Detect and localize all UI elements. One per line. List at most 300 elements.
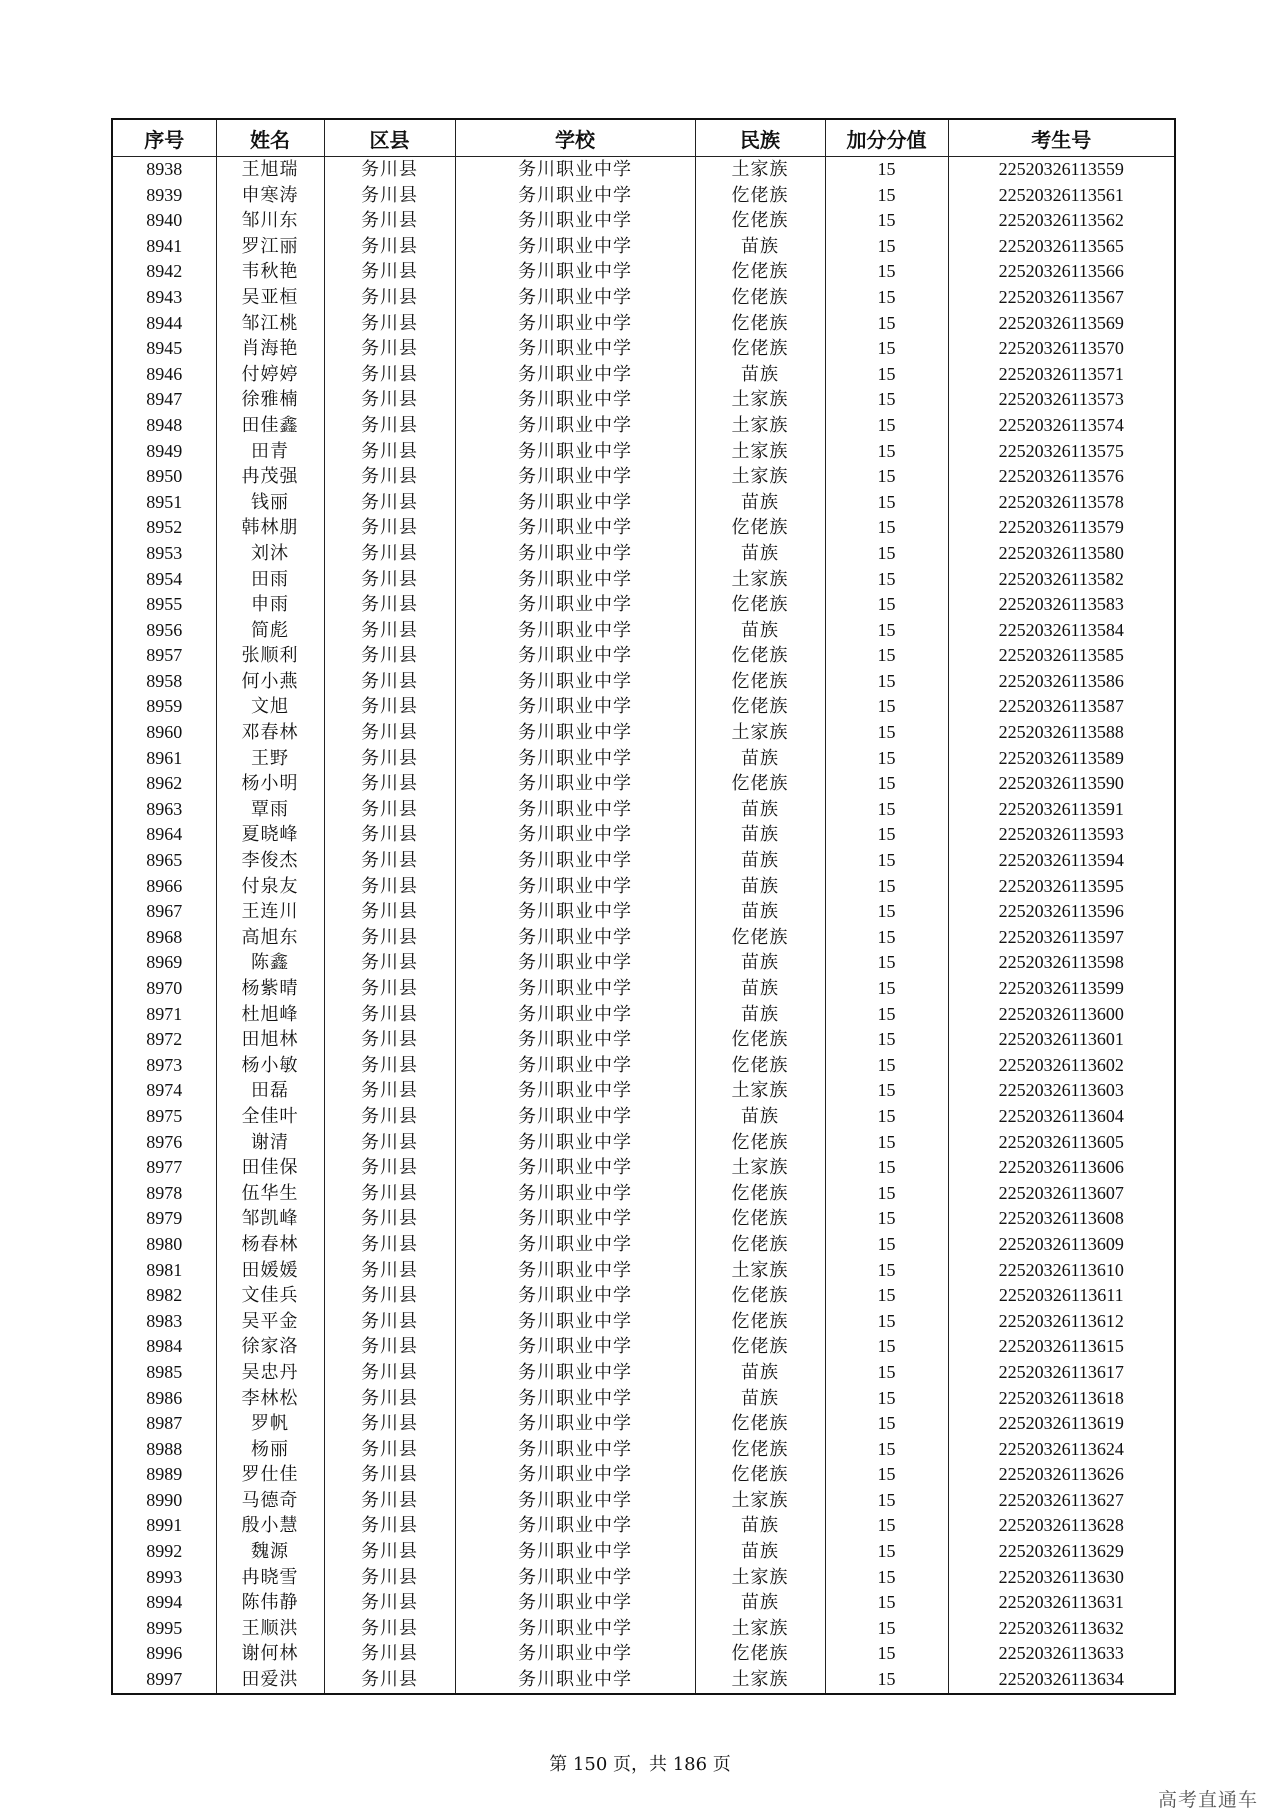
bonus-cell: 15 [825, 1309, 948, 1335]
school-cell: 务川职业中学 [455, 1078, 695, 1104]
school-cell: 务川职业中学 [455, 1590, 695, 1616]
seq-cell: 8947 [112, 387, 216, 413]
name-cell: 王连川 [216, 899, 324, 925]
table-row [112, 797, 1175, 823]
exam-id-cell: 22520326113562 [948, 208, 1175, 234]
exam-id-cell: 22520326113600 [948, 1002, 1175, 1028]
county-cell: 务川县 [324, 822, 455, 848]
header-cell-bonus: 加分分值 [825, 119, 948, 157]
county-cell: 务川县 [324, 1616, 455, 1642]
name-cell: 田磊 [216, 1078, 324, 1104]
seq-cell: 8965 [112, 848, 216, 874]
exam-id-cell: 22520326113579 [948, 515, 1175, 541]
ethnicity-cell: 土家族 [695, 1155, 825, 1181]
school-cell: 务川职业中学 [455, 1155, 695, 1181]
table-row [112, 234, 1175, 260]
table-row [112, 1104, 1175, 1130]
exam-id-cell: 22520326113582 [948, 567, 1175, 593]
ethnicity-cell: 仡佬族 [695, 925, 825, 951]
seq-cell: 8939 [112, 183, 216, 209]
bonus-cell: 15 [825, 490, 948, 516]
name-cell: 申雨 [216, 592, 324, 618]
name-cell: 田青 [216, 439, 324, 465]
table-row [112, 976, 1175, 1002]
exam-id-cell: 22520326113604 [948, 1104, 1175, 1130]
county-cell: 务川县 [324, 592, 455, 618]
ethnicity-cell: 土家族 [695, 1667, 825, 1694]
seq-cell: 8949 [112, 439, 216, 465]
county-cell: 务川县 [324, 234, 455, 260]
exam-id-cell: 22520326113580 [948, 541, 1175, 567]
school-cell: 务川职业中学 [455, 208, 695, 234]
ethnicity-cell: 仡佬族 [695, 592, 825, 618]
ethnicity-cell: 仡佬族 [695, 285, 825, 311]
seq-cell: 8948 [112, 413, 216, 439]
seq-cell: 8994 [112, 1590, 216, 1616]
ethnicity-cell: 仡佬族 [695, 1334, 825, 1360]
school-cell: 务川职业中学 [455, 1667, 695, 1694]
ethnicity-cell: 土家族 [695, 413, 825, 439]
bonus-cell: 15 [825, 413, 948, 439]
header-cell-ethnicity: 民族 [695, 119, 825, 157]
bonus-cell: 15 [825, 1334, 948, 1360]
county-cell: 务川县 [324, 1360, 455, 1386]
county-cell: 务川县 [324, 746, 455, 772]
table-row [112, 925, 1175, 951]
county-cell: 务川县 [324, 1206, 455, 1232]
name-cell: 谢清 [216, 1130, 324, 1156]
bonus-cell: 15 [825, 797, 948, 823]
county-cell: 务川县 [324, 259, 455, 285]
name-cell: 邹江桃 [216, 311, 324, 337]
table-row [112, 439, 1175, 465]
name-cell: 韦秋艳 [216, 259, 324, 285]
table-row [112, 1232, 1175, 1258]
seq-cell: 8955 [112, 592, 216, 618]
name-cell: 付泉友 [216, 874, 324, 900]
seq-cell: 8971 [112, 1002, 216, 1028]
table-row [112, 1386, 1175, 1412]
exam-id-cell: 22520326113609 [948, 1232, 1175, 1258]
bonus-cell: 15 [825, 183, 948, 209]
table-row [112, 311, 1175, 337]
school-cell: 务川职业中学 [455, 413, 695, 439]
county-cell: 务川县 [324, 1667, 455, 1694]
exam-id-cell: 22520326113610 [948, 1258, 1175, 1284]
county-cell: 务川县 [324, 1462, 455, 1488]
table-row [112, 1590, 1175, 1616]
name-cell: 冉晓雪 [216, 1565, 324, 1591]
ethnicity-cell: 土家族 [695, 1078, 825, 1104]
exam-id-cell: 22520326113578 [948, 490, 1175, 516]
name-cell: 吴忠丹 [216, 1360, 324, 1386]
ethnicity-cell: 土家族 [695, 1616, 825, 1642]
seq-cell: 8991 [112, 1513, 216, 1539]
bonus-cell: 15 [825, 976, 948, 1002]
table-row [112, 720, 1175, 746]
school-cell: 务川职业中学 [455, 439, 695, 465]
school-cell: 务川职业中学 [455, 1386, 695, 1412]
ethnicity-cell: 仡佬族 [695, 1437, 825, 1463]
school-cell: 务川职业中学 [455, 1053, 695, 1079]
table-row [112, 1053, 1175, 1079]
county-cell: 务川县 [324, 925, 455, 951]
school-cell: 务川职业中学 [455, 618, 695, 644]
school-cell: 务川职业中学 [455, 464, 695, 490]
school-cell: 务川职业中学 [455, 874, 695, 900]
table-row [112, 1002, 1175, 1028]
ethnicity-cell: 苗族 [695, 618, 825, 644]
ethnicity-cell: 仡佬族 [695, 1641, 825, 1667]
ethnicity-cell: 苗族 [695, 490, 825, 516]
header-cell-name: 姓名 [216, 119, 324, 157]
bonus-cell: 15 [825, 1513, 948, 1539]
table-row [112, 1513, 1175, 1539]
table-row [112, 157, 1175, 183]
seq-cell: 8975 [112, 1104, 216, 1130]
seq-cell: 8992 [112, 1539, 216, 1565]
county-cell: 务川县 [324, 157, 455, 183]
exam-id-cell: 22520326113589 [948, 746, 1175, 772]
ethnicity-cell: 苗族 [695, 874, 825, 900]
ethnicity-cell: 仡佬族 [695, 1053, 825, 1079]
name-cell: 申寒涛 [216, 183, 324, 209]
exam-id-cell: 22520326113567 [948, 285, 1175, 311]
bonus-cell: 15 [825, 208, 948, 234]
seq-cell: 8960 [112, 720, 216, 746]
header-cell-exam-id: 考生号 [948, 119, 1175, 157]
seq-cell: 8995 [112, 1616, 216, 1642]
name-cell: 何小燕 [216, 669, 324, 695]
ethnicity-cell: 苗族 [695, 746, 825, 772]
seq-cell: 8993 [112, 1565, 216, 1591]
table-row [112, 643, 1175, 669]
name-cell: 冉茂强 [216, 464, 324, 490]
ethnicity-cell: 土家族 [695, 1565, 825, 1591]
name-cell: 罗江丽 [216, 234, 324, 260]
name-cell: 徐家洛 [216, 1334, 324, 1360]
bonus-cell: 15 [825, 234, 948, 260]
seq-cell: 8972 [112, 1027, 216, 1053]
table-row [112, 515, 1175, 541]
school-cell: 务川职业中学 [455, 1616, 695, 1642]
bonus-cell: 15 [825, 1181, 948, 1207]
county-cell: 务川县 [324, 797, 455, 823]
bonus-cell: 15 [825, 746, 948, 772]
school-cell: 务川职业中学 [455, 746, 695, 772]
bonus-cell: 15 [825, 362, 948, 388]
ethnicity-cell: 仡佬族 [695, 259, 825, 285]
school-cell: 务川职业中学 [455, 1539, 695, 1565]
seq-cell: 8945 [112, 336, 216, 362]
name-cell: 田爱洪 [216, 1667, 324, 1694]
exam-id-cell: 22520326113632 [948, 1616, 1175, 1642]
seq-cell: 8983 [112, 1309, 216, 1335]
school-cell: 务川职业中学 [455, 669, 695, 695]
exam-id-cell: 22520326113583 [948, 592, 1175, 618]
school-cell: 务川职业中学 [455, 1437, 695, 1463]
school-cell: 务川职业中学 [455, 336, 695, 362]
table-row [112, 592, 1175, 618]
school-cell: 务川职业中学 [455, 797, 695, 823]
exam-id-cell: 22520326113575 [948, 439, 1175, 465]
name-cell: 文旭 [216, 694, 324, 720]
name-cell: 邹川东 [216, 208, 324, 234]
exam-id-cell: 22520326113630 [948, 1565, 1175, 1591]
exam-id-cell: 22520326113606 [948, 1155, 1175, 1181]
bonus-cell: 15 [825, 694, 948, 720]
exam-id-cell: 22520326113574 [948, 413, 1175, 439]
county-cell: 务川县 [324, 413, 455, 439]
ethnicity-cell: 仡佬族 [695, 1232, 825, 1258]
school-cell: 务川职业中学 [455, 1565, 695, 1591]
name-cell: 杨春林 [216, 1232, 324, 1258]
ethnicity-cell: 仡佬族 [695, 1309, 825, 1335]
county-cell: 务川县 [324, 848, 455, 874]
bonus-cell: 15 [825, 1667, 948, 1694]
exam-id-cell: 22520326113618 [948, 1386, 1175, 1412]
bonus-cell: 15 [825, 1360, 948, 1386]
county-cell: 务川县 [324, 1232, 455, 1258]
county-cell: 务川县 [324, 1437, 455, 1463]
seq-cell: 8967 [112, 899, 216, 925]
county-cell: 务川县 [324, 1130, 455, 1156]
roster-sheet [111, 118, 1174, 1695]
seq-cell: 8946 [112, 362, 216, 388]
name-cell: 杨紫晴 [216, 976, 324, 1002]
school-cell: 务川职业中学 [455, 1488, 695, 1514]
exam-id-cell: 22520326113569 [948, 311, 1175, 337]
ethnicity-cell: 苗族 [695, 1513, 825, 1539]
seq-cell: 8950 [112, 464, 216, 490]
table-row [112, 618, 1175, 644]
roster-body [112, 157, 1175, 1694]
table-row [112, 669, 1175, 695]
school-cell: 务川职业中学 [455, 1309, 695, 1335]
county-cell: 务川县 [324, 1565, 455, 1591]
seq-cell: 8982 [112, 1283, 216, 1309]
bonus-cell: 15 [825, 285, 948, 311]
exam-id-cell: 22520326113627 [948, 1488, 1175, 1514]
bonus-cell: 15 [825, 1411, 948, 1437]
exam-id-cell: 22520326113608 [948, 1206, 1175, 1232]
ethnicity-cell: 仡佬族 [695, 771, 825, 797]
bonus-cell: 15 [825, 1641, 948, 1667]
name-cell: 徐雅楠 [216, 387, 324, 413]
table-row [112, 1078, 1175, 1104]
seq-cell: 8940 [112, 208, 216, 234]
roster-table [111, 118, 1176, 1695]
school-cell: 务川职业中学 [455, 771, 695, 797]
school-cell: 务川职业中学 [455, 1027, 695, 1053]
ethnicity-cell: 仡佬族 [695, 1462, 825, 1488]
county-cell: 务川县 [324, 899, 455, 925]
county-cell: 务川县 [324, 1309, 455, 1335]
table-row [112, 387, 1175, 413]
table-row [112, 874, 1175, 900]
header-row [112, 119, 1175, 157]
bonus-cell: 15 [825, 618, 948, 644]
ethnicity-cell: 苗族 [695, 541, 825, 567]
name-cell: 简彪 [216, 618, 324, 644]
ethnicity-cell: 仡佬族 [695, 1181, 825, 1207]
school-cell: 务川职业中学 [455, 490, 695, 516]
table-row [112, 490, 1175, 516]
seq-cell: 8938 [112, 157, 216, 183]
exam-id-cell: 22520326113612 [948, 1309, 1175, 1335]
table-row [112, 1334, 1175, 1360]
exam-id-cell: 22520326113570 [948, 336, 1175, 362]
school-cell: 务川职业中学 [455, 1181, 695, 1207]
seq-cell: 8977 [112, 1155, 216, 1181]
table-row [112, 567, 1175, 593]
ethnicity-cell: 苗族 [695, 1104, 825, 1130]
school-cell: 务川职业中学 [455, 1283, 695, 1309]
name-cell: 文佳兵 [216, 1283, 324, 1309]
bonus-cell: 15 [825, 567, 948, 593]
county-cell: 务川县 [324, 1539, 455, 1565]
bonus-cell: 15 [825, 1078, 948, 1104]
seq-cell: 8990 [112, 1488, 216, 1514]
table-row [112, 1130, 1175, 1156]
seq-cell: 8989 [112, 1462, 216, 1488]
bonus-cell: 15 [825, 592, 948, 618]
county-cell: 务川县 [324, 1027, 455, 1053]
seq-cell: 8973 [112, 1053, 216, 1079]
table-row [112, 822, 1175, 848]
name-cell: 田佳鑫 [216, 413, 324, 439]
seq-cell: 8952 [112, 515, 216, 541]
county-cell: 务川县 [324, 1334, 455, 1360]
ethnicity-cell: 仡佬族 [695, 669, 825, 695]
exam-id-cell: 22520326113603 [948, 1078, 1175, 1104]
bonus-cell: 15 [825, 643, 948, 669]
exam-id-cell: 22520326113573 [948, 387, 1175, 413]
exam-id-cell: 22520326113590 [948, 771, 1175, 797]
seq-cell: 8961 [112, 746, 216, 772]
bonus-cell: 15 [825, 1155, 948, 1181]
name-cell: 全佳叶 [216, 1104, 324, 1130]
seq-cell: 8963 [112, 797, 216, 823]
school-cell: 务川职业中学 [455, 515, 695, 541]
county-cell: 务川县 [324, 1283, 455, 1309]
name-cell: 吴亚桓 [216, 285, 324, 311]
exam-id-cell: 22520326113565 [948, 234, 1175, 260]
ethnicity-cell: 仡佬族 [695, 643, 825, 669]
school-cell: 务川职业中学 [455, 259, 695, 285]
school-cell: 务川职业中学 [455, 567, 695, 593]
county-cell: 务川县 [324, 694, 455, 720]
table-row [112, 1411, 1175, 1437]
table-row [112, 1027, 1175, 1053]
county-cell: 务川县 [324, 1181, 455, 1207]
bonus-cell: 15 [825, 1616, 948, 1642]
ethnicity-cell: 苗族 [695, 976, 825, 1002]
bonus-cell: 15 [825, 1104, 948, 1130]
table-row [112, 336, 1175, 362]
table-row [112, 1360, 1175, 1386]
bonus-cell: 15 [825, 1437, 948, 1463]
seq-cell: 8976 [112, 1130, 216, 1156]
exam-id-cell: 22520326113588 [948, 720, 1175, 746]
table-row [112, 1155, 1175, 1181]
exam-id-cell: 22520326113629 [948, 1539, 1175, 1565]
table-row [112, 1641, 1175, 1667]
seq-cell: 8962 [112, 771, 216, 797]
school-cell: 务川职业中学 [455, 1513, 695, 1539]
table-row [112, 464, 1175, 490]
county-cell: 务川县 [324, 669, 455, 695]
ethnicity-cell: 苗族 [695, 1590, 825, 1616]
county-cell: 务川县 [324, 976, 455, 1002]
ethnicity-cell: 土家族 [695, 464, 825, 490]
county-cell: 务川县 [324, 1488, 455, 1514]
name-cell: 陈伟静 [216, 1590, 324, 1616]
bonus-cell: 15 [825, 1002, 948, 1028]
school-cell: 务川职业中学 [455, 848, 695, 874]
bonus-cell: 15 [825, 311, 948, 337]
ethnicity-cell: 土家族 [695, 387, 825, 413]
name-cell: 马德奇 [216, 1488, 324, 1514]
bonus-cell: 15 [825, 771, 948, 797]
name-cell: 张顺利 [216, 643, 324, 669]
school-cell: 务川职业中学 [455, 592, 695, 618]
school-cell: 务川职业中学 [455, 387, 695, 413]
seq-cell: 8985 [112, 1360, 216, 1386]
exam-id-cell: 22520326113591 [948, 797, 1175, 823]
seq-cell: 8980 [112, 1232, 216, 1258]
ethnicity-cell: 苗族 [695, 1539, 825, 1565]
school-cell: 务川职业中学 [455, 157, 695, 183]
ethnicity-cell: 土家族 [695, 439, 825, 465]
seq-cell: 8969 [112, 950, 216, 976]
county-cell: 务川县 [324, 490, 455, 516]
bonus-cell: 15 [825, 157, 948, 183]
seq-cell: 8959 [112, 694, 216, 720]
school-cell: 务川职业中学 [455, 1002, 695, 1028]
bonus-cell: 15 [825, 1258, 948, 1284]
table-row [112, 1437, 1175, 1463]
school-cell: 务川职业中学 [455, 1130, 695, 1156]
bonus-cell: 15 [825, 720, 948, 746]
school-cell: 务川职业中学 [455, 1258, 695, 1284]
seq-cell: 8979 [112, 1206, 216, 1232]
county-cell: 务川县 [324, 336, 455, 362]
header-cell-seq: 序号 [112, 119, 216, 157]
ethnicity-cell: 苗族 [695, 899, 825, 925]
exam-id-cell: 22520326113626 [948, 1462, 1175, 1488]
table-row [112, 285, 1175, 311]
school-cell: 务川职业中学 [455, 541, 695, 567]
bonus-cell: 15 [825, 515, 948, 541]
county-cell: 务川县 [324, 720, 455, 746]
county-cell: 务川县 [324, 387, 455, 413]
seq-cell: 8964 [112, 822, 216, 848]
school-cell: 务川职业中学 [455, 925, 695, 951]
seq-cell: 8986 [112, 1386, 216, 1412]
name-cell: 杜旭峰 [216, 1002, 324, 1028]
table-row [112, 1258, 1175, 1284]
ethnicity-cell: 土家族 [695, 1258, 825, 1284]
name-cell: 邓春林 [216, 720, 324, 746]
bonus-cell: 15 [825, 1462, 948, 1488]
bonus-cell: 15 [825, 387, 948, 413]
county-cell: 务川县 [324, 311, 455, 337]
school-cell: 务川职业中学 [455, 1411, 695, 1437]
bonus-cell: 15 [825, 1130, 948, 1156]
exam-id-cell: 22520326113602 [948, 1053, 1175, 1079]
exam-id-cell: 22520326113594 [948, 848, 1175, 874]
